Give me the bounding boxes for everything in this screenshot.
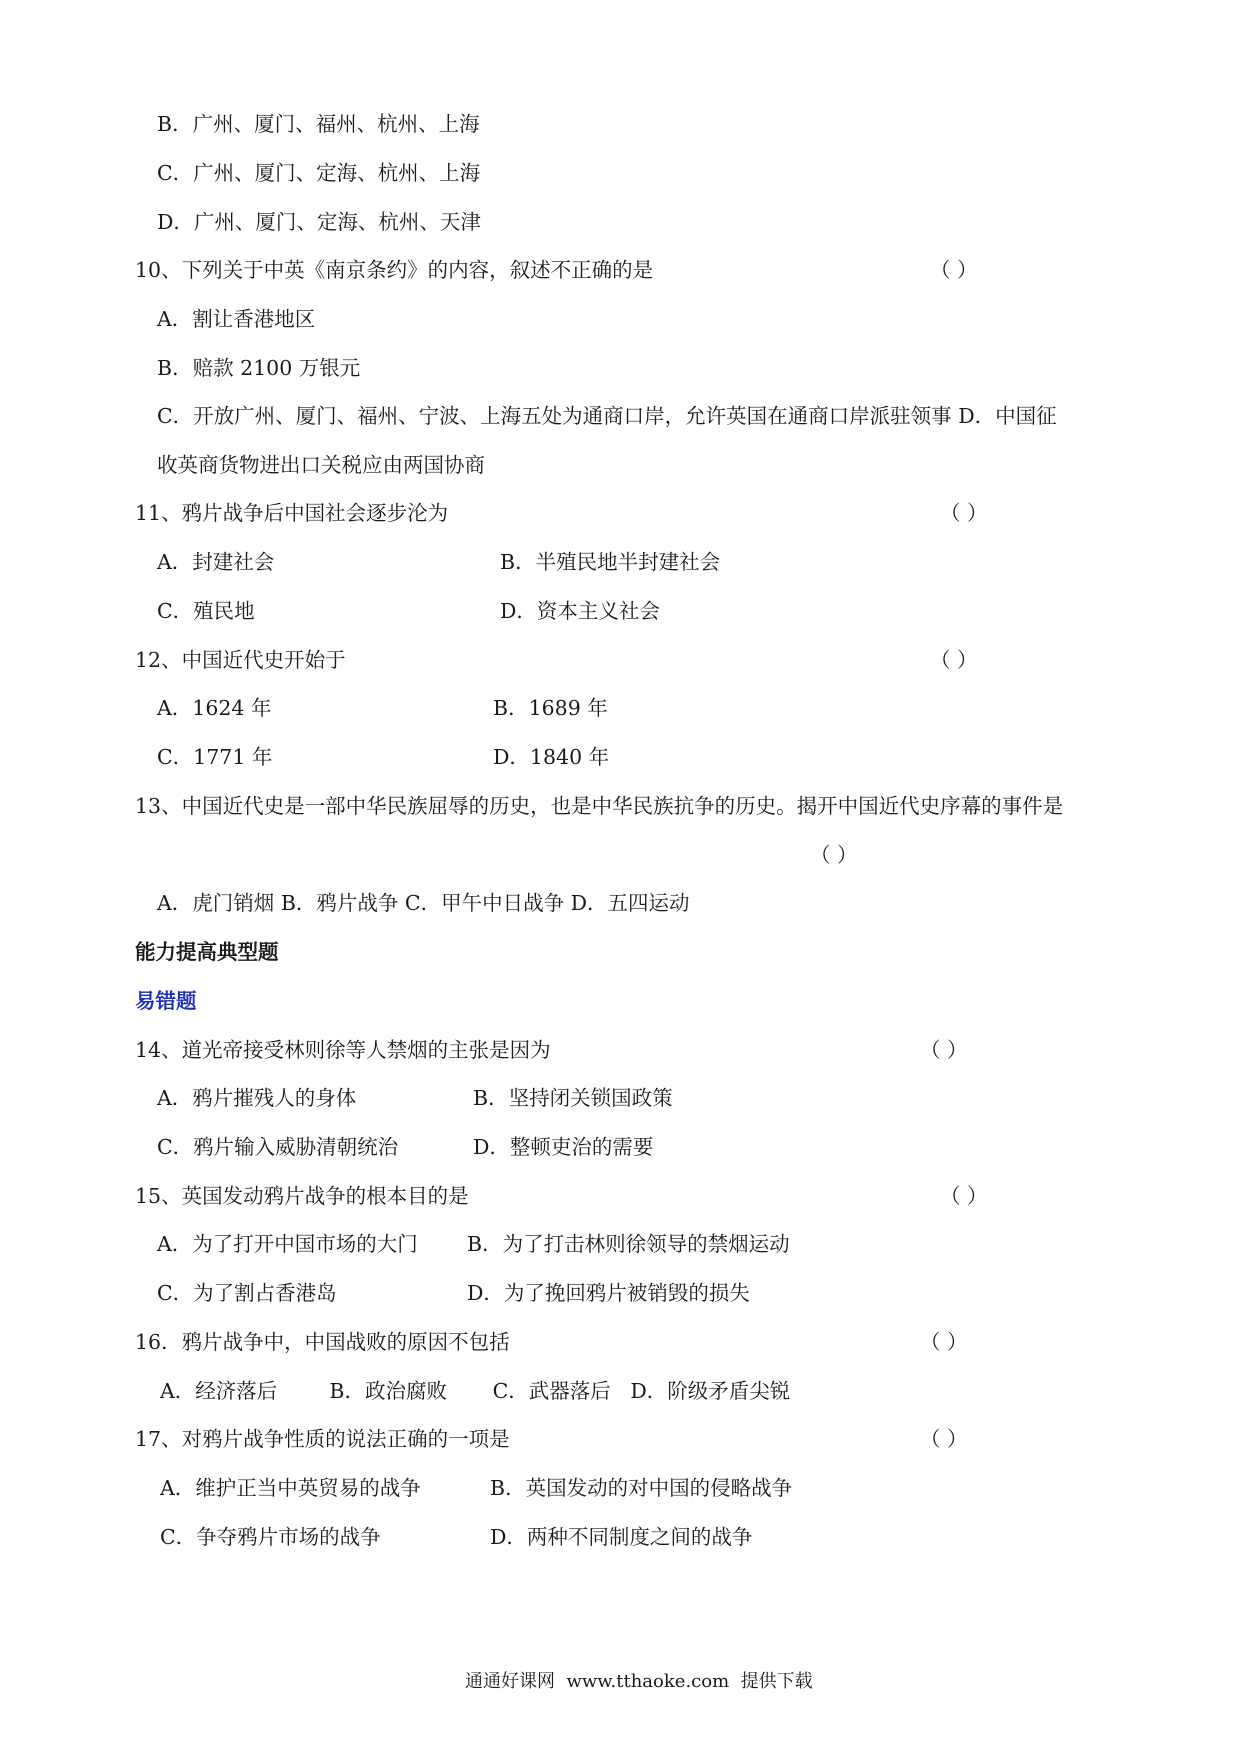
q17-answer-paren: （ ） [920,1427,968,1451]
page-footer: 通通好课网 www.tthaoke.com 提供下载 [465,1671,813,1692]
q14-stem: 14、道光帝接受林则徐等人禁烟的主张是因为 [135,1038,551,1062]
q11-option-a: A．封建社会 [157,550,275,574]
q11-option-d: D．资本主义社会 [500,599,660,623]
q14-option-b: B．坚持闭关锁国政策 [473,1086,673,1110]
section-title: 能力提高典型题 [135,940,279,964]
q14-answer-paren: （ ） [920,1038,968,1062]
q16-options: A．经济落后 B．政治腐败 C．武器落后 D．阶级矛盾尖锐 [160,1379,791,1403]
subsection-title: 易错题 [135,989,197,1013]
q12-option-a: A．1624 年 [157,696,272,720]
q11-answer-paren: （ ） [940,501,988,525]
q12-option-d: D．1840 年 [493,745,610,769]
q9-option-c: C．广州、厦门、定海、杭州、上海 [157,161,481,185]
q10-option-d-line2: 收英商货物进出口关税应由两国协商 [157,453,485,477]
q16-answer-paren: （ ） [920,1330,968,1354]
q13-stem: 13、中国近代史是一部中华民族屈辱的历史，也是中华民族抗争的历史。揭开中国近代史序幕的事件是 [135,794,1064,818]
q17-stem: 17、对鸦片战争性质的说法正确的一项是 [135,1427,510,1451]
q11-option-b: B．半殖民地半封建社会 [500,550,721,574]
q12-option-c: C．1771 年 [157,745,273,769]
q10-stem: 10、下列关于中英《南京条约》的内容，叙述不正确的是 [135,258,654,282]
q12-answer-paren: （ ） [930,648,978,672]
q15-option-d: D．为了挽回鸦片被销毁的损失 [467,1281,750,1305]
q16-stem: 16．鸦片战争中，中国战败的原因不包括 [135,1330,510,1354]
q12-option-b: B．1689 年 [493,696,608,720]
q15-stem: 15、英国发动鸦片战争的根本目的是 [135,1184,469,1208]
q13-options: A．虎门销烟 B．鸦片战争 C．甲午中日战争 D．五四运动 [157,891,690,915]
q10-option-c-d-line1: C．开放广州、厦门、福州、宁波、上海五处为通商口岸，允许英国在通商口岸派驻领事 D．中国征 [157,404,1057,428]
q9-option-b: B．广州、厦门、福州、杭州、上海 [157,112,480,136]
q10-answer-paren: （ ） [930,258,978,282]
q12-stem: 12、中国近代史开始于 [135,648,346,672]
q10-option-a: A．割让香港地区 [157,307,316,331]
q17-option-d: D．两种不同制度之间的战争 [490,1525,753,1549]
q13-answer-paren: （ ） [810,843,858,867]
q11-stem: 11、鸦片战争后中国社会逐步沦为 [135,501,449,525]
q15-answer-paren: （ ） [940,1184,988,1208]
q10-option-b: B．赔款 2100 万银元 [157,356,361,380]
q14-option-c: C．鸦片输入威胁清朝统治 [157,1135,399,1159]
q15-option-c: C．为了割占香港岛 [157,1281,337,1305]
q9-option-d: D．广州、厦门、定海、杭州、天津 [157,210,481,234]
q15-option-a: A．为了打开中国市场的大门 [157,1232,418,1256]
q15-option-b: B．为了打击林则徐领导的禁烟运动 [467,1232,790,1256]
q17-option-c: C．争夺鸦片市场的战争 [160,1525,381,1549]
q17-option-a: A．维护正当中英贸易的战争 [160,1476,421,1500]
q14-option-a: A．鸦片摧残人的身体 [157,1086,357,1110]
q14-option-d: D．整顿吏治的需要 [473,1135,654,1159]
q11-option-c: C．殖民地 [157,599,255,623]
q17-option-b: B．英国发动的对中国的侵略战争 [490,1476,793,1500]
